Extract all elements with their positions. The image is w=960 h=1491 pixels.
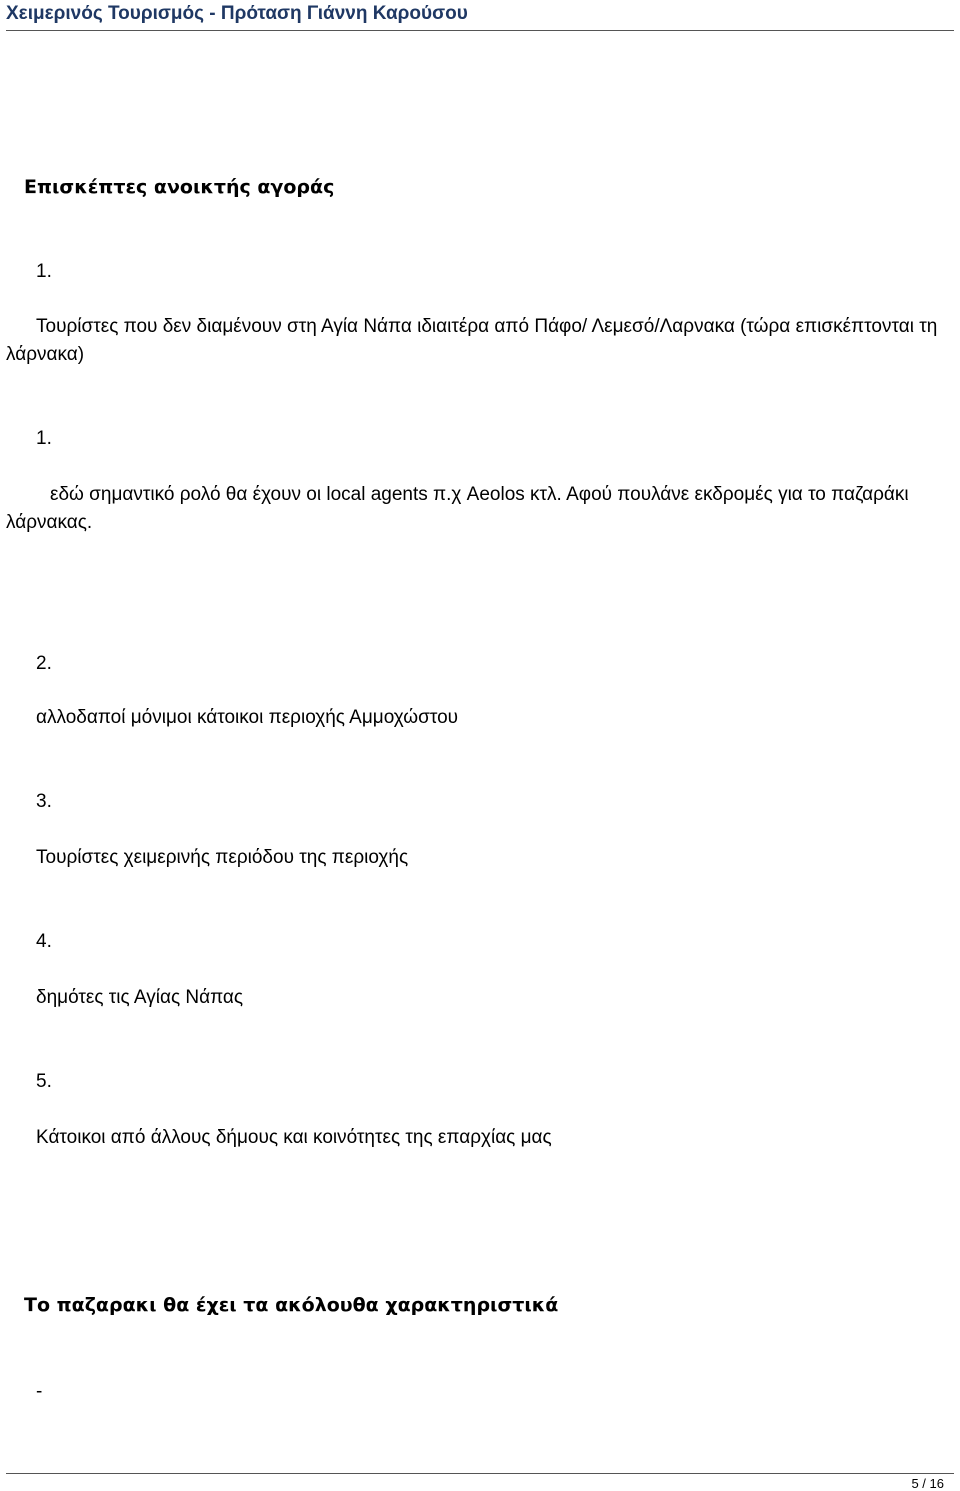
item-5-number: 5. xyxy=(36,1071,52,1092)
features-heading: Το παζαρακι θα έχει τα ακόλουθα χαρακτηριστικά xyxy=(24,1294,559,1316)
item-1-text: Τουρίστες που δεν διαμένουν στη Αγία Νάπα ιδιαιτέρα από Πάφο/ Λεμεσό/Λαρνακα (τώρα επισκέπτονται τη λάρνακα) xyxy=(6,316,938,365)
item-4-number: 4. xyxy=(36,931,52,952)
header-divider xyxy=(6,30,954,31)
footer-divider xyxy=(6,1473,954,1474)
document-header-title: Χειμερινός Τουρισμός - Πρόταση Γιάννη Καρούσου xyxy=(6,3,468,24)
item-5-text: Κάτοικοι από άλλους δήμους και κοινότητες της επαρχίας μας xyxy=(36,1127,552,1148)
item-4-text: δημότες τις Αγίας Νάπας xyxy=(36,987,244,1008)
page-number: 5 / 16 xyxy=(911,1476,944,1491)
visitors-heading: Επισκέπτες ανοικτής αγοράς xyxy=(24,176,335,198)
item-3-text: Τουρίστες χειμερινής περιόδου της περιοχής xyxy=(36,847,409,868)
item-2-number: 2. xyxy=(36,653,52,674)
item-1-sub-text: εδώ σημαντικό ρολό θα έχουν οι local agents π.χ Aeolos κτλ. Αφού πουλάνε εκδρομές για το παζαράκι λάρνακας. xyxy=(6,484,909,533)
bullet-dash: - xyxy=(36,1381,43,1402)
item-1-sub-number: 1. xyxy=(36,428,52,449)
item-1-number: 1. xyxy=(36,261,52,282)
item-3-number: 3. xyxy=(36,791,52,812)
item-2-text: αλλοδαποί μόνιμοι κάτοικοι περιοχής Αμμοχώστου xyxy=(36,707,459,728)
